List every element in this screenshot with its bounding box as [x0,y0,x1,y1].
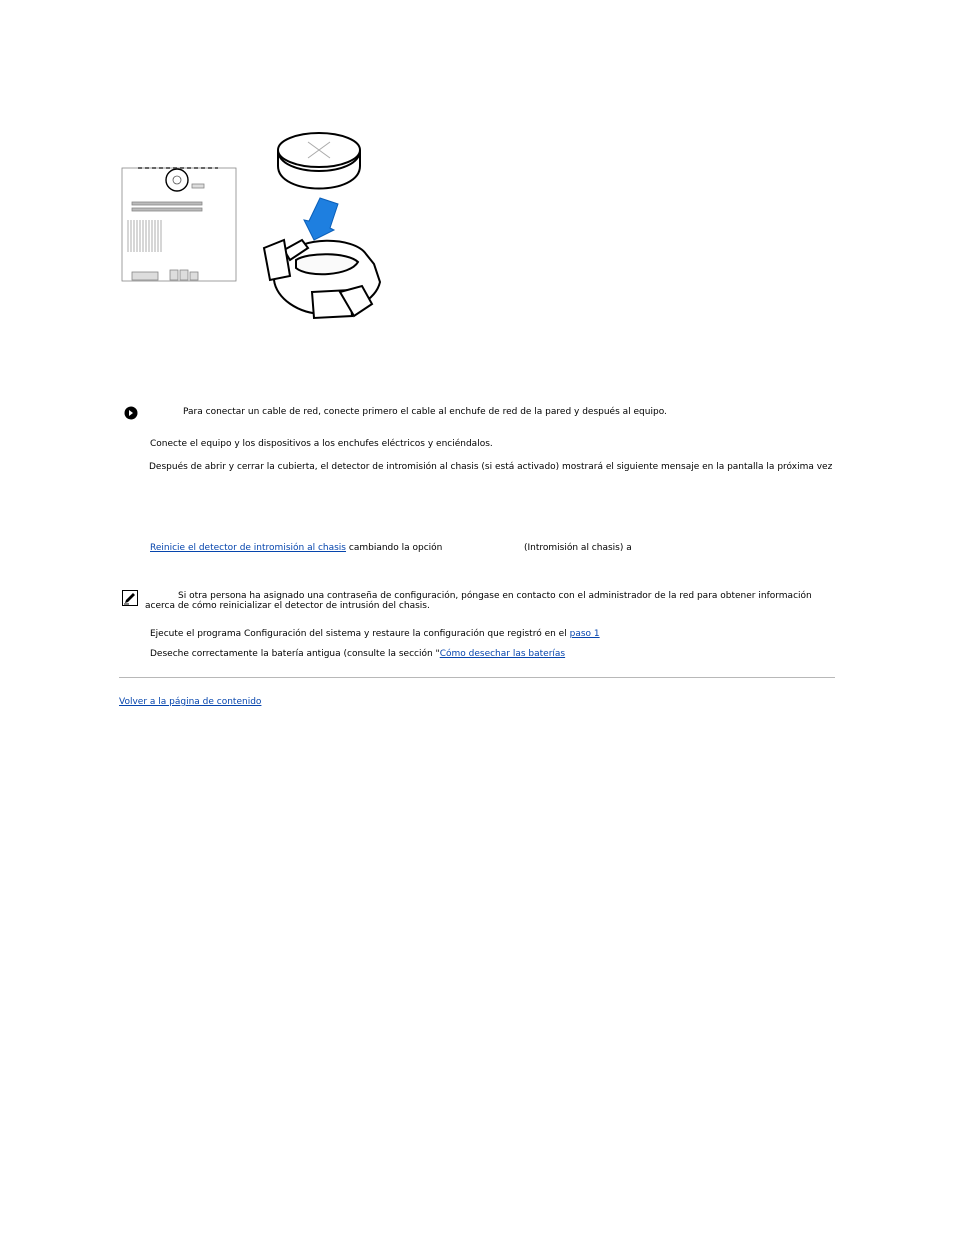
note-line-1: Si otra persona ha asignado una contraseña de configuración, póngase en contacto con el administrador de la red para obtener información [178,591,812,601]
insertion-arrow-icon [304,198,338,240]
dispose-batteries-link[interactable]: Cómo desechar las baterías [439,649,566,659]
coin-battery [278,133,360,189]
reset-end-text: (Intromisión al chasis) a [524,543,632,553]
footer [119,696,261,708]
notice-icon [124,406,138,420]
step-reset-detector [150,542,442,554]
dispose-text: Deseche correctamente la batería antigua (consulte la sección " [150,649,440,659]
reset-mid-text: cambiando la opción [348,543,443,553]
battery-socket [264,240,380,318]
notice-text: Para conectar un cable de red, conecte primero el cable al enchufe de red de la pared y después al equipo. [183,407,667,417]
back-to-contents-link[interactable]: Volver a la página de contenido [119,697,262,707]
note-line-2: acerca de cómo reinicializar el detector de intrusión del chasis. [145,601,430,611]
note-pencil-icon [122,590,138,606]
step-run-setup [150,628,600,640]
step-1-link[interactable]: paso 1 [569,629,600,639]
step-intrusion-message: Después de abrir y cerrar la cubierta, el detector de intromisión al chasis (si está activado) mostrará el siguiente mensaje en la pantalla la próxima vez [149,462,833,472]
step-connect: Conecte el equipo y los dispositivos a los enchufes eléctricos y enciéndalos. [150,439,493,449]
step-dispose [150,648,565,660]
reset-detector-link[interactable]: Reinicie el detector de intromisión al chasis [150,543,347,553]
system-board-thumbnail [122,168,236,281]
battery-installation-illustration [118,128,388,328]
horizontal-divider [119,677,835,678]
run-setup-text: Ejecute el programa Configuración del sistema y restaure la configuración que registró en el [150,629,567,639]
